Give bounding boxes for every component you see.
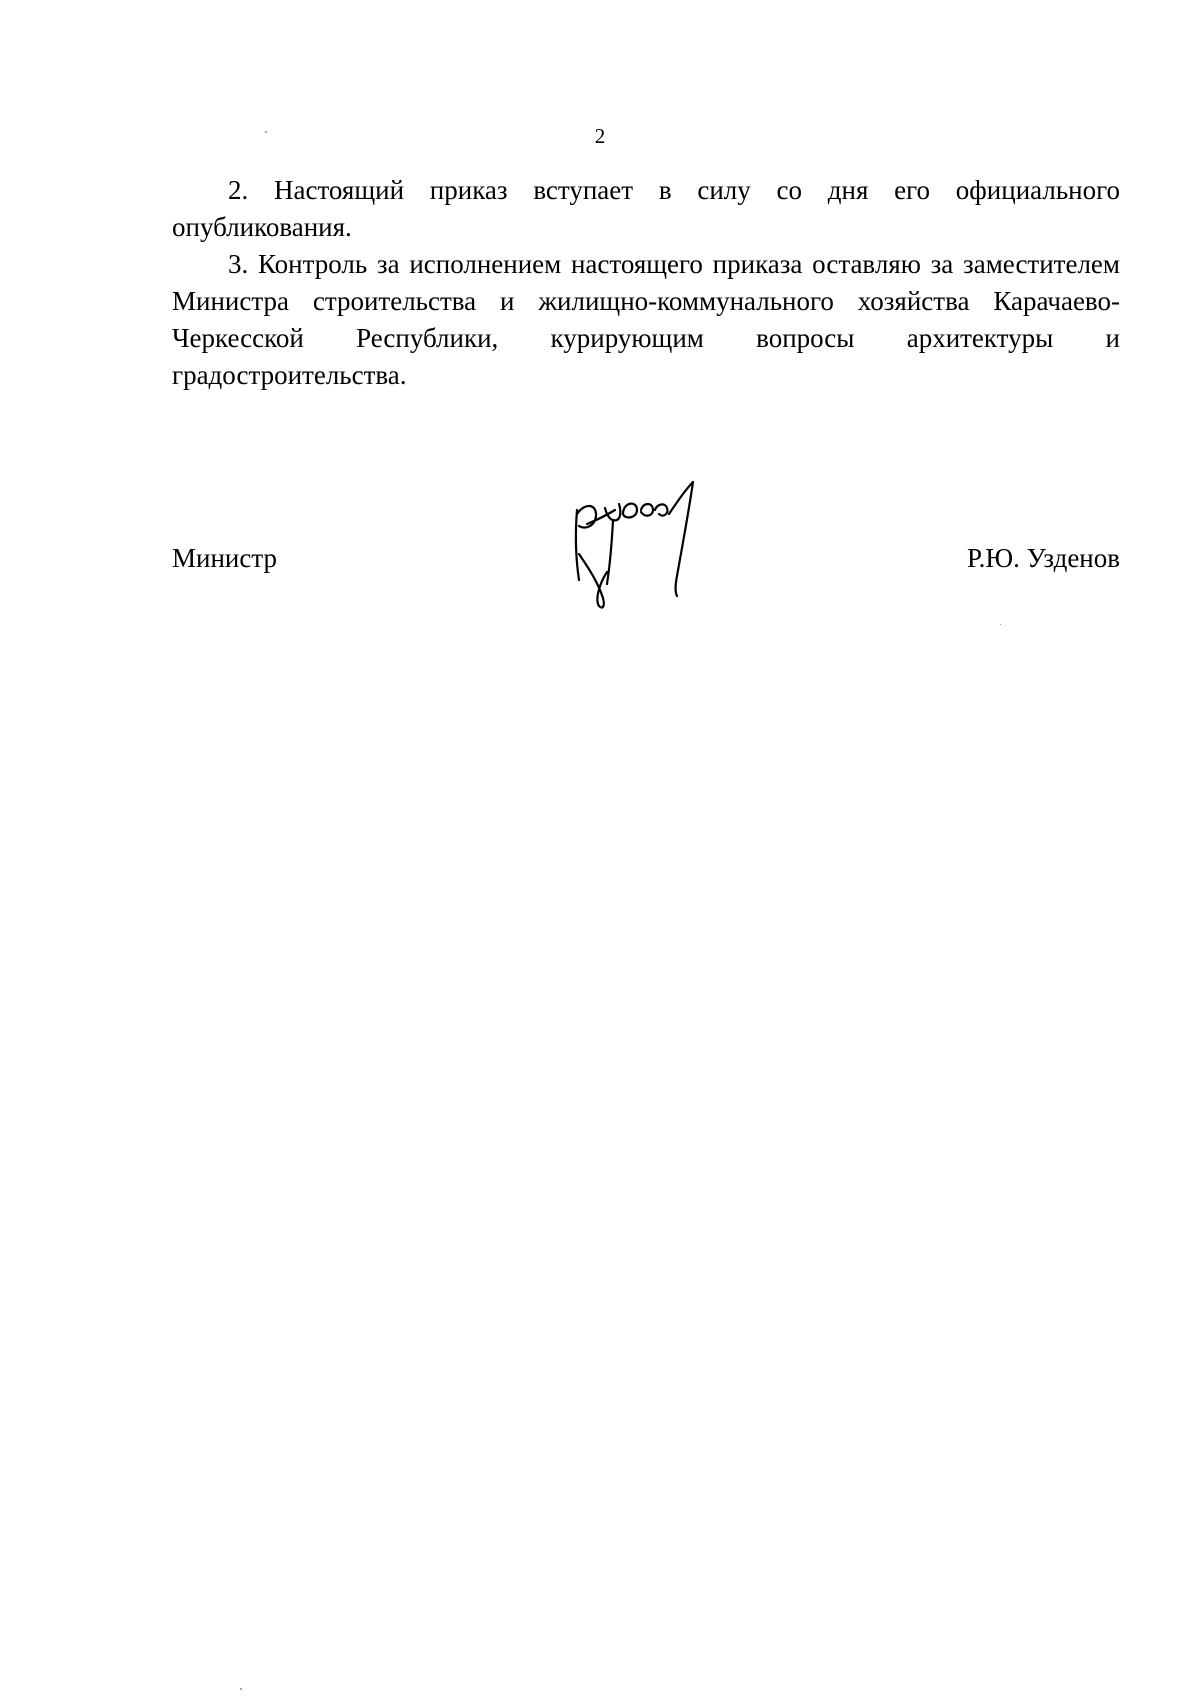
paragraph-effective-date: 2. Настоящий приказ вступает в силу со дня его официального опубликования.	[172, 175, 1120, 242]
order-body	[172, 172, 1120, 394]
scan-speck	[240, 1688, 242, 1690]
scan-speck	[1000, 624, 1001, 625]
signer-name: Р.Ю. Узденов	[967, 543, 1120, 573]
page-number: 2	[594, 124, 606, 148]
handwritten-signature-icon	[565, 480, 715, 615]
signer-title: Министр	[172, 543, 277, 573]
scan-speck	[265, 131, 267, 133]
paragraph-control: 3. Контроль за исполнением настоящего приказа оставляю за заместителем Министра строительства и жилищно-коммунального хозяйства Карачаево-Черкесской Республики, курирующим вопросы архитектуры и градостроительства.	[172, 249, 1120, 390]
